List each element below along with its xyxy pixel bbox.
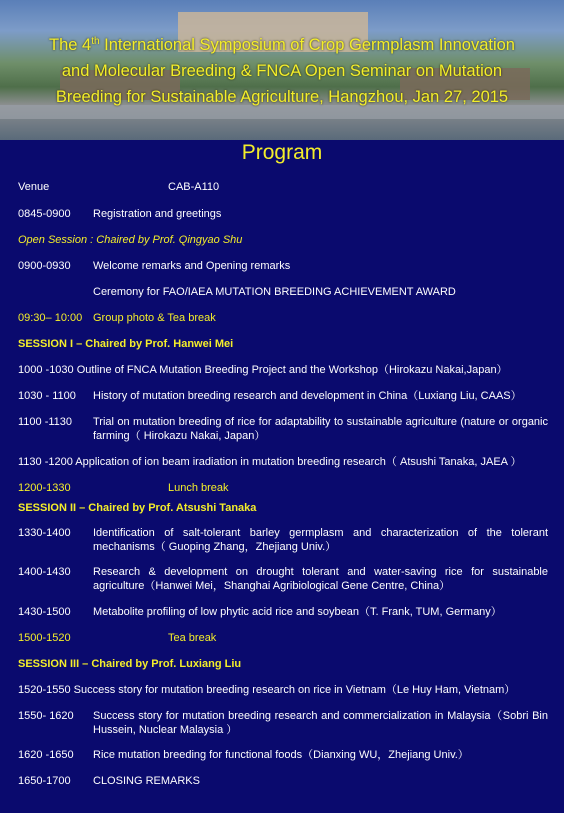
header-banner [0,0,564,140]
program-heading: Program [241,141,323,164]
symposium-title: The 4th International Symposium of Crop Germplasm Innovation and Molecular Breeding & FNCA Open Seminar on Mutation Breeding for Sustainable Agriculture, Hangzhou, Jan 27, 2015 [49,36,515,106]
